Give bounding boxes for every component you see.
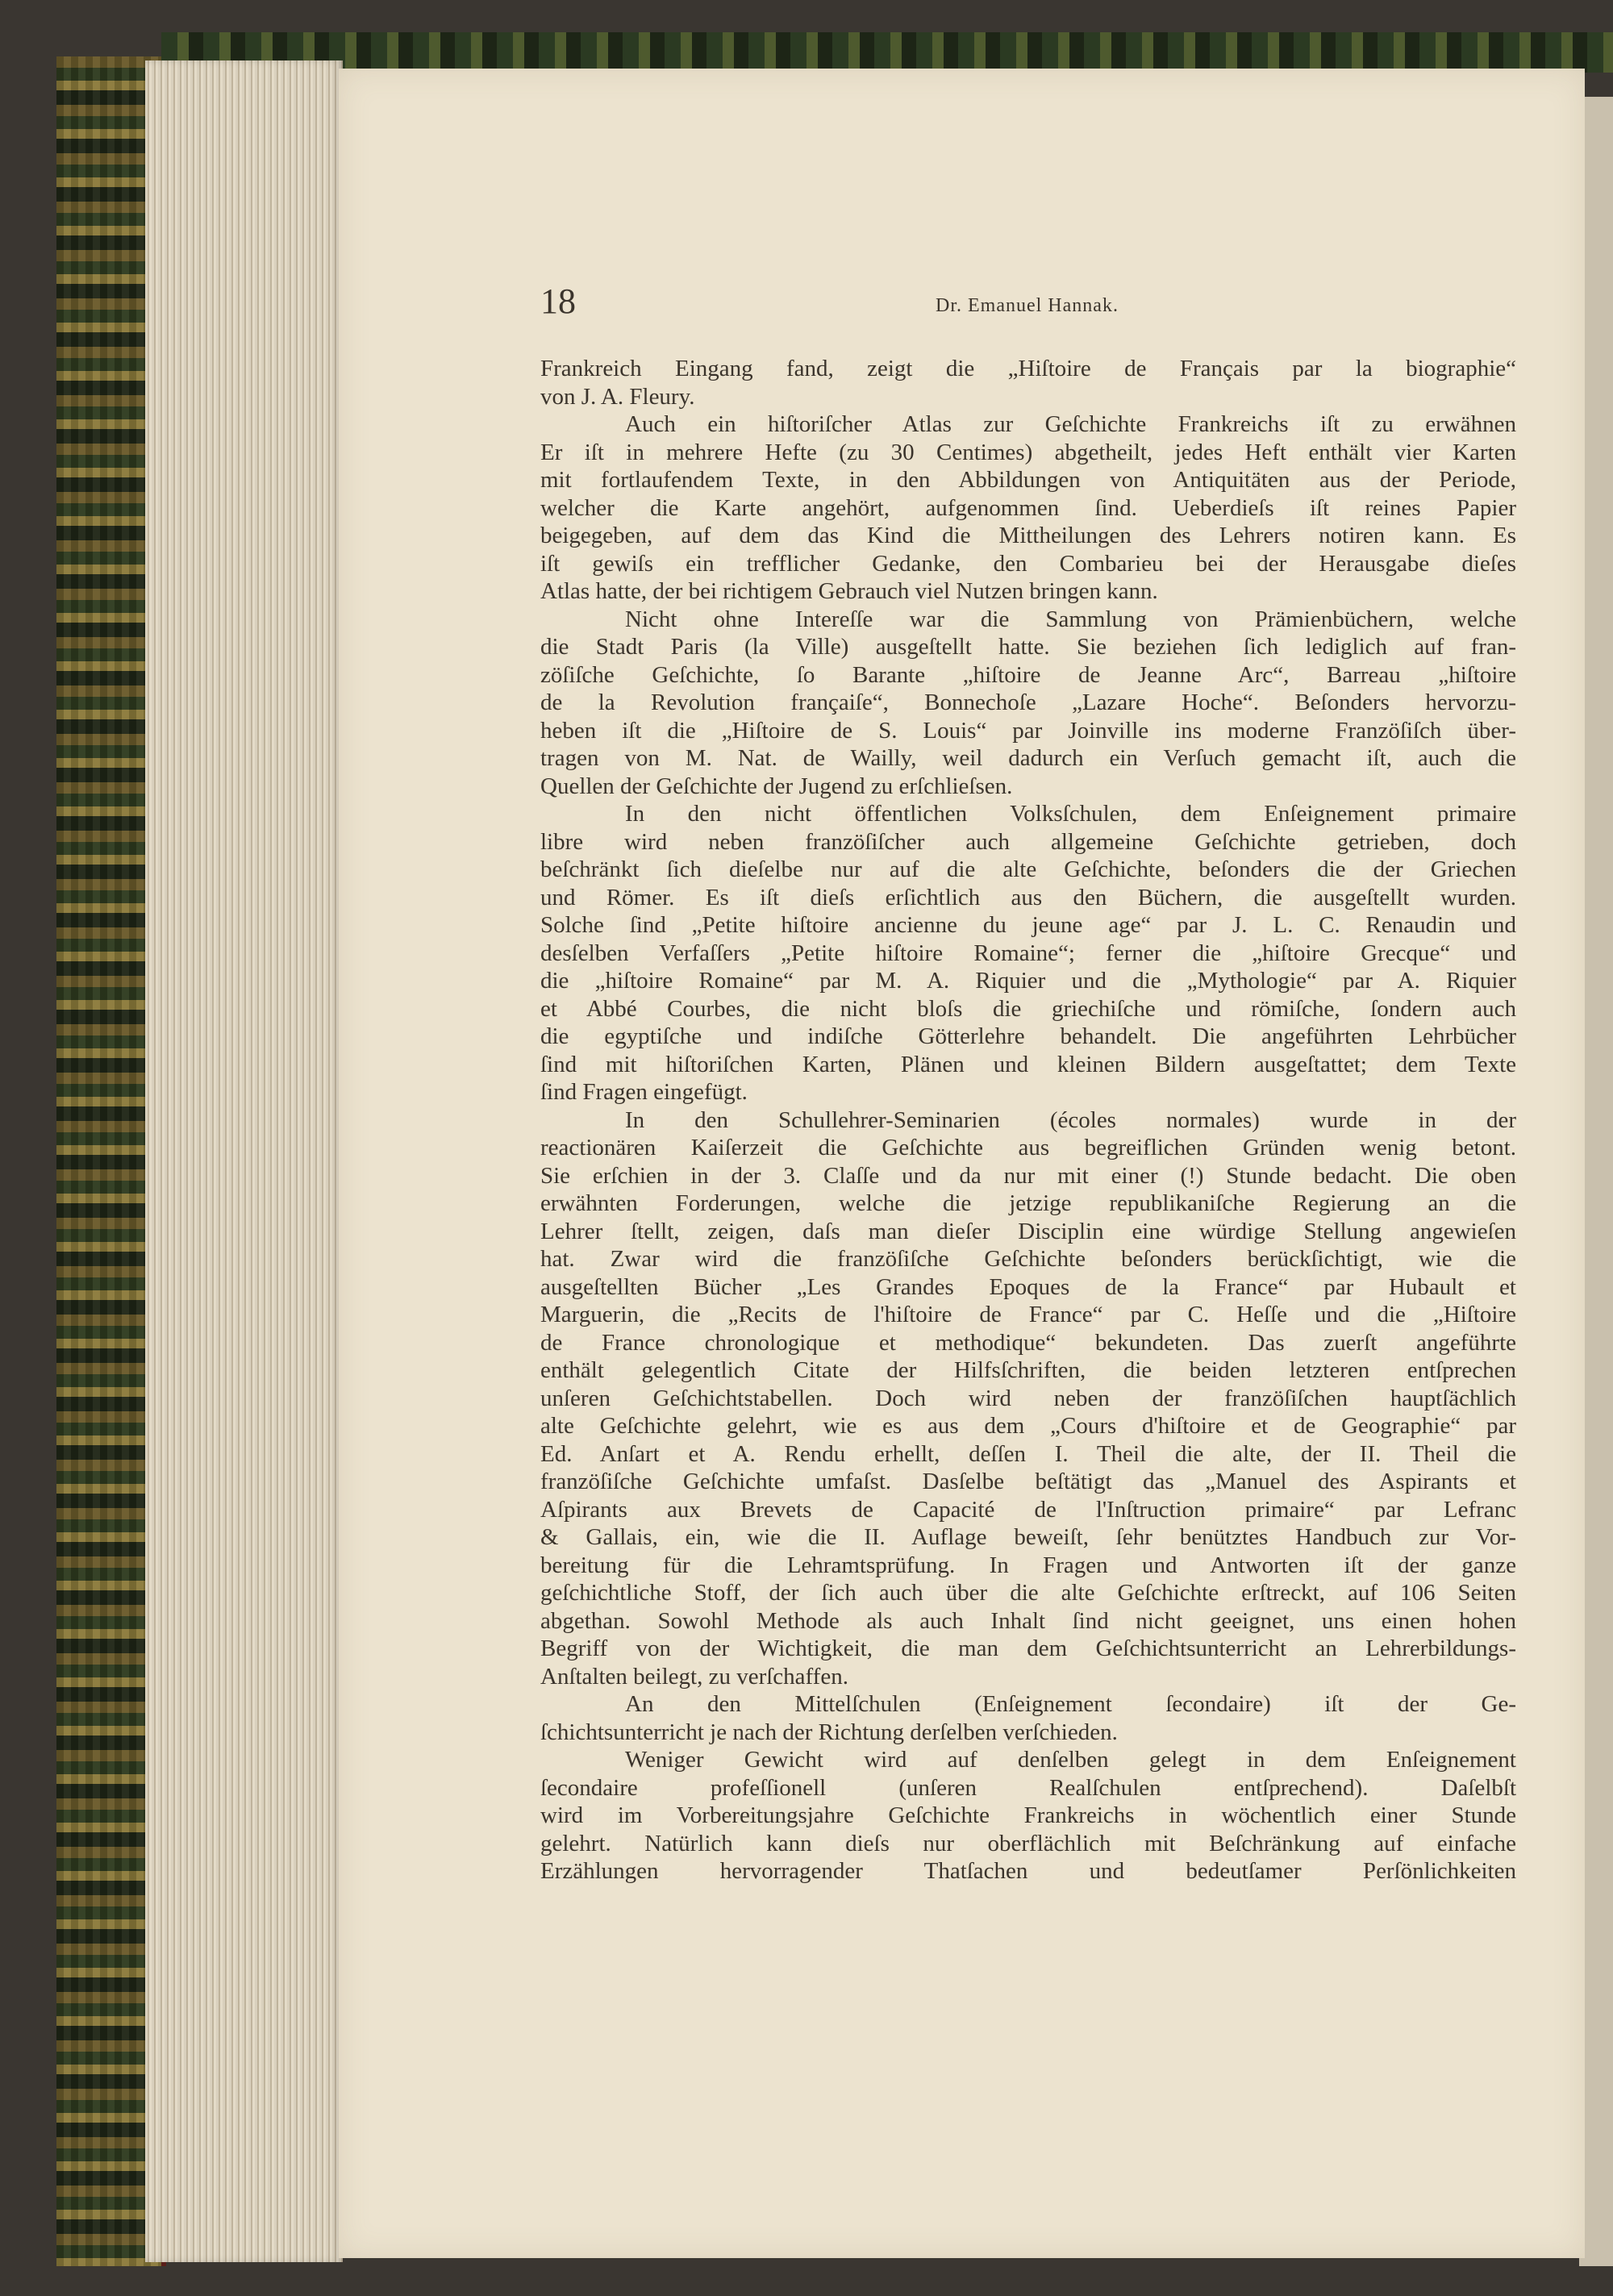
text-line: beſchränkt ſich dieſelbe nur auf die alte Geſchichte, beſonders die der Griechen (540, 856, 1516, 882)
text-line: und Römer. Es iſt dieſs erſichtlich aus den Büchern, die ausgeſtellt wurden. (540, 884, 1516, 910)
text-line: iſt gewiſs ein trefflicher Gedanke, den Combarieu bei der Herausgabe dieſes (540, 550, 1516, 577)
text-line: zöſiſche Geſchichte, ſo Barante „hiſtoire de Jeanne Arc“, Barreau „hiſtoire (540, 661, 1516, 688)
text-line: wird im Vorbereitungsjahre Geſchichte Frankreichs in wöchentlich einer Stunde (540, 1802, 1516, 1828)
book-binding-edge (161, 32, 1613, 73)
text-line: desſelben Verfaſſers „Petite hiſtoire Romaine“; ferner die „hiſtoire Grecque“ und (540, 940, 1516, 966)
text-line: de la Revolution françaiſe“, Bonnechoſe „Lazare Hoche“. Beſonders hervorzu- (540, 690, 1516, 715)
text-line: Erzählungen hervorragender Thatſachen und bedeutſamer Perſönlichkeiten (540, 1858, 1516, 1884)
text-line: Sie erſchien in der 3. Claſſe und da nur mit einer (!) Stunde bedacht. Die oben (540, 1162, 1516, 1189)
text-line: die Stadt Paris (la Ville) ausgeſtellt hatte. Sie beziehen ſich lediglich auf fran- (540, 634, 1516, 660)
text-line: bereitung für die Lehramtsprüfung. In Fragen und Antworten iſt der ganze (540, 1552, 1516, 1578)
text-line: Begriff von der Wichtigkeit, die man dem Geſchichtsunterricht an Lehrerbildungs- (540, 1636, 1516, 1661)
page-number: 18 (540, 281, 576, 321)
text-line: de France chronologique et methodique“ bekundeten. Das zuerſt angeführte (540, 1329, 1516, 1356)
text-line: et Abbé Courbes, die nicht bloſs die griechiſche und römiſche, ſondern auch (540, 995, 1516, 1022)
text-line: hat. Zwar wird die franzöſiſche Geſchichte beſonders berückſichtigt, wie die (540, 1246, 1516, 1272)
text-line: Er iſt in mehrere Hefte (zu 30 Centimes) abgetheilt, jedes Heft enthält vier Karten (540, 439, 1516, 465)
text-line: In den nicht öffentlichen Volksſchulen, dem Enſeignement primaire (625, 801, 1516, 827)
text-line: tragen von M. Nat. de Wailly, weil dadurch ein Verſuch gemacht iſt, auch die (540, 745, 1516, 771)
text-line: reactionären Kaiſerzeit die Geſchichte aus begreiflichen Gründen wenig betont. (540, 1135, 1516, 1161)
text-line: geſchichtliche Stoff, der ſich auch über die alte Geſchichte erſtreckt, auf 106 Seiten (540, 1580, 1516, 1606)
text-line: ſchichtsunterricht je nach der Richtung derſelben verſchieden. (540, 1719, 1118, 1745)
text-line: Quellen der Geſchichte der Jugend zu erſchlieſsen. (540, 773, 1013, 799)
text-line: In den Schullehrer-Seminarien (écoles normales) wurde in der (625, 1106, 1516, 1133)
text-line: von J. A. Fleury. (540, 383, 695, 410)
text-line: & Gallais, ein, wie die II. Auflage beweiſt, ſehr benütztes Handbuch zur Vor- (540, 1524, 1516, 1550)
text-line: die „hiſtoire Romaine“ par M. A. Riquier und die „Mythologie“ par A. Riquier (540, 968, 1516, 994)
text-line: unſeren Geſchichtstabellen. Doch wird neben der franzöſiſchen hauptſächlich (540, 1385, 1516, 1411)
text-line: Aſpirants aux Brevets de Capacité de l'Inſtruction primaire“ par Lefranc (540, 1496, 1516, 1523)
text-line: Weniger Gewicht wird auf denſelben gelegt in dem Enſeignement (625, 1747, 1516, 1773)
text-line: Anſtalten beilegt, zu verſchaffen. (540, 1663, 848, 1690)
text-line: Lehrer ſtellt, zeigen, daſs man dieſer Disciplin eine würdige Stellung angewieſen (540, 1218, 1516, 1244)
text-line: ſind mit hiſtoriſchen Karten, Plänen und kleinen Bildern ausgeſtattet; dem Texte (540, 1051, 1516, 1077)
text-line: enthält gelegentlich Citate der Hilfsſchriften, die beiden letzteren entſprechen (540, 1357, 1516, 1383)
text-line: ausgeſtellten Bücher „Les Grandes Epoques de la France“ par Hubault et (540, 1273, 1516, 1300)
text-line: die egyptiſche und indiſche Götterlehre behandelt. Die angeführten Lehrbücher (540, 1023, 1516, 1049)
body-text (540, 355, 1516, 1886)
text-line: Solche ſind „Petite hiſtoire ancienne du jeune age“ par J. L. C. Renaudin und (540, 912, 1516, 938)
text-line: mit fortlaufendem Texte, in den Abbildungen von Antiquitäten aus der Periode, (540, 467, 1516, 493)
text-line: beigegeben, auf dem das Kind die Mittheilungen des Lehrers notiren kann. Es (540, 523, 1516, 548)
text-line: Marguerin, die „Recits de l'hiſtoire de France“ par C. Heſſe und die „Hiſtoire (540, 1302, 1516, 1327)
text-line: Nicht ohne Intereſſe war die Sammlung von Prämienbüchern, welche (625, 606, 1516, 632)
text-line: gelehrt. Natürlich kann dieſs nur oberflächlich mit Beſchränkung auf einfache (540, 1830, 1516, 1856)
text-line: welcher die Karte angehört, aufgenommen ſind. Ueberdieſs iſt reines Papier (540, 494, 1516, 521)
text-line: Ed. Anſart et A. Rendu erhellt, deſſen I. Theil die alte, der II. Theil die (540, 1440, 1516, 1467)
text-line: alte Geſchichte gelehrt, wie es aus dem „Cours d'hiſtoire et de Geographie“ par (540, 1413, 1516, 1439)
text-line: Auch ein hiſtoriſcher Atlas zur Geſchichte Frankreichs iſt zu erwähnen (625, 411, 1516, 437)
text-line: heben iſt die „Hiſtoire de S. Louis“ par Joinville ins moderne Franzöſiſch über- (540, 717, 1516, 744)
text-line: franzöſiſche Geſchichte umfaſst. Dasſelbe beſtätigt das „Manuel des Aspirants et (540, 1469, 1516, 1494)
text-line: libre wird neben franzöſiſcher auch allgemeine Geſchichte getrieben, doch (540, 828, 1516, 855)
text-line: erwähnten Forderungen, welche die jetzige republikaniſche Regierung an die (540, 1190, 1516, 1216)
text-line: ſecondaire profeſſionell (unſeren Realſchulen entſprechend). Daſelbſt (540, 1774, 1516, 1801)
text-line: Frankreich Eingang fand, zeigt die „Hiſtoire de Français par la biographie“ (540, 356, 1516, 381)
text-line: ſind Fragen eingefügt. (540, 1079, 748, 1105)
page-header (540, 281, 1516, 324)
page-edges (145, 60, 343, 2262)
text-line: Atlas hatte, der bei richtigem Gebrauch viel Nutzen bringen kann. (540, 578, 1158, 604)
running-title: Dr. Emanuel Hannak. (936, 295, 1119, 316)
text-line: abgethan. Sowohl Methode als auch Inhalt ſind nicht geeignet, uns einen hohen (540, 1607, 1516, 1634)
text-line: An den Mittelſchulen (Enſeignement ſecondaire) iſt der Ge- (625, 1691, 1516, 1717)
